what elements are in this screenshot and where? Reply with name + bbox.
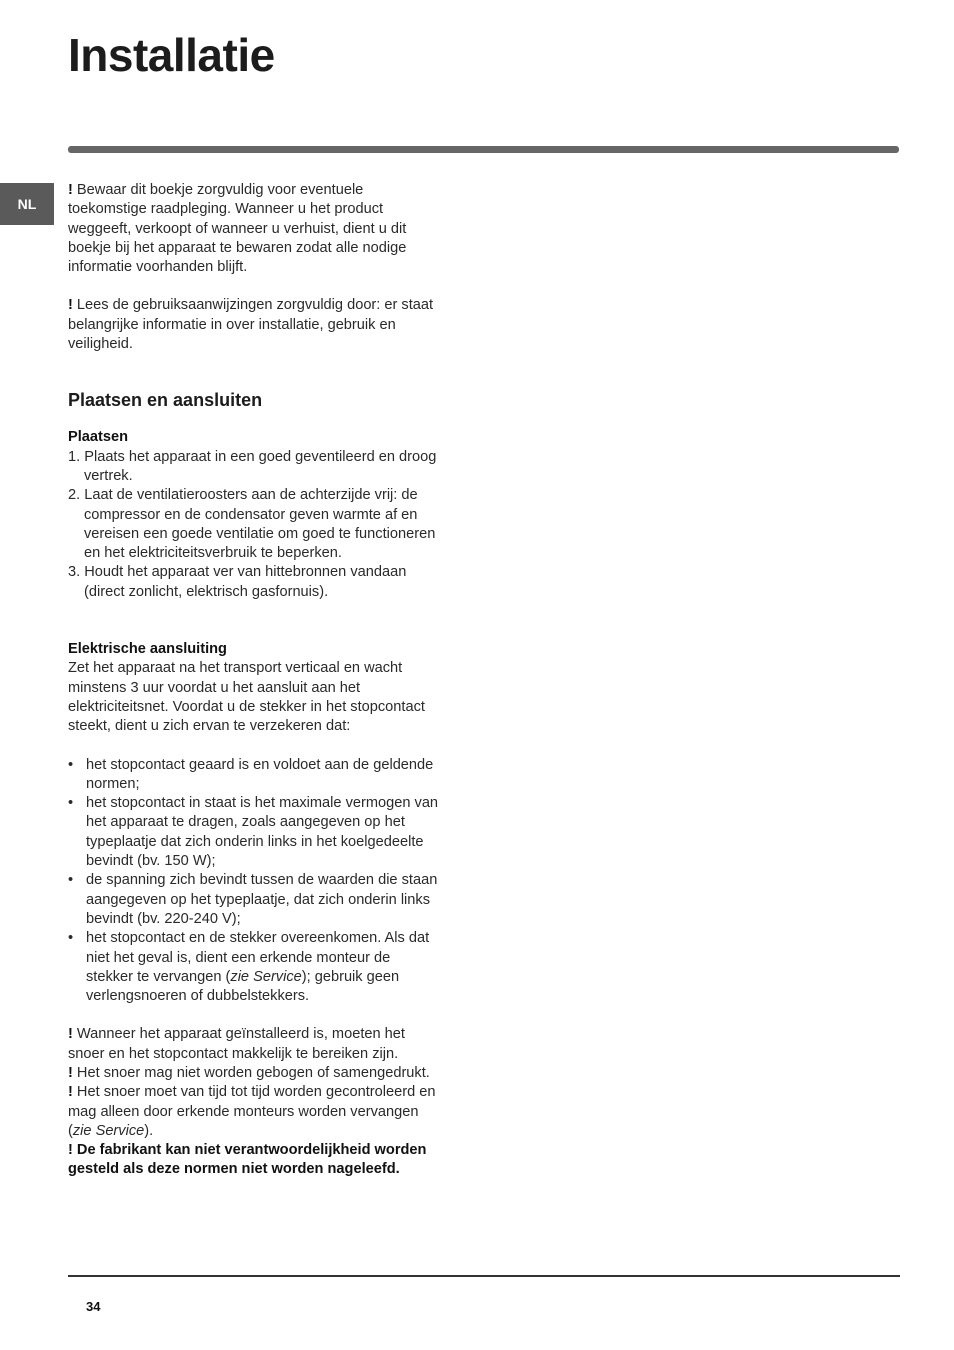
list-item: • het stopcontact geaard is en voldoet aan de geldende normen; xyxy=(68,756,434,792)
list-item: • het stopcontact en de stekker overeenkomen. Als dat niet het geval is, dient een erkende monteur de stekker te vervangen (zie Service); gebruik geen verlengsnoeren of dubbelstekkers. xyxy=(68,930,430,1005)
note-text: Bewaar dit boekje zorgvuldig voor eventuele toekomstige raadpleging. Wanneer u het product weggeeft, verkoopt of wanneer u verhuist, dient u dit boekje bij het apparaat te bewaren zodat alle nodige informatie voorhanden blijft. xyxy=(68,182,407,276)
warning-no-bending: ! Het snoer mag niet worden gebogen of samengedrukt. xyxy=(68,1064,430,1081)
bullet-icon: • xyxy=(68,930,74,947)
page-title: Installatie xyxy=(68,29,275,81)
exclamation-mark: ! xyxy=(68,1064,73,1081)
subheading-electrical: Elektrische aansluiting xyxy=(68,641,227,658)
service-reference: zie Service xyxy=(72,1122,145,1139)
intro-note-keep-booklet xyxy=(68,181,440,277)
bullet-icon: • xyxy=(68,756,74,773)
electrical-checklist xyxy=(68,756,440,1007)
service-reference: zie Service xyxy=(230,968,302,985)
exclamation-mark: ! xyxy=(68,1142,73,1159)
list-item: 1. Plaats het apparaat in een goed geventileerd en droog vertrek. xyxy=(68,448,437,484)
bullet-icon: • xyxy=(68,795,74,812)
electrical-intro: Zet het apparaat na het transport verticaal en wacht minstens 3 uur voordat u het aansluit aan het elektriciteitsnet. Voordat u de stekker in het stopcontact steekt, dient u zich ervan te verzekeren dat: xyxy=(68,660,425,735)
list-item: 2. Laat de ventilatieroosters aan de achterzijde vrij: de compressor en de condensator geven warmte af en vereisen een goede ventilatie om goed te functioneren en het elektriciteitsverbruik te beperken. xyxy=(68,487,436,562)
exclamation-mark: ! xyxy=(68,1026,73,1043)
exclamation-mark: ! xyxy=(68,297,73,314)
warning-manufacturer-liability: ! De fabrikant kan niet verantwoordelijkheid worden gesteld als deze normen niet worden nageleefd. xyxy=(68,1142,427,1178)
warning-accessible-cord: ! Wanneer het apparaat geïnstalleerd is, moeten het snoer en het stopcontact makkelijk te bereiken zijn. xyxy=(68,1026,405,1062)
exclamation-mark: ! xyxy=(68,182,73,198)
section-heading: Plaatsen en aansluiten xyxy=(68,390,263,411)
bullet-icon: • xyxy=(68,872,74,889)
note-text: Lees de gebruiksaanwijzingen zorgvuldig door: er staat belangrijke informatie in over installatie, gebruik en veiligheid. xyxy=(68,297,434,353)
top-divider xyxy=(68,146,899,153)
placing-steps xyxy=(68,448,440,602)
page-number: 34 xyxy=(86,1299,101,1314)
list-item: • het stopcontact in staat is het maximale vermogen van het apparaat te dragen, zoals aangegeven op het typeplaatje dat zich onderin links in het koelgedeelte bevindt (bv. 150 W); xyxy=(68,795,439,870)
main-column xyxy=(68,181,440,1180)
list-item: • de spanning zich bevindt tussen de waarden die staan aangegeven op het typeplaatje, dat zich onderin links bevindt (bv. 220-240 V); xyxy=(68,872,438,927)
list-item: 3. Houdt het apparaat ver van hittebronnen vandaan (direct zonlicht, elektrisch gasfornuis). xyxy=(68,564,407,600)
exclamation-mark: ! xyxy=(68,1084,73,1101)
bottom-divider xyxy=(68,1275,900,1277)
language-tab: NL xyxy=(0,183,54,225)
intro-note-read-instructions xyxy=(68,296,440,354)
warning-cord-check: ! Het snoer moet van tijd tot tijd worden gecontroleerd en mag alleen door erkende monteurs worden vervangen (zie Service). xyxy=(68,1084,436,1139)
subheading-placing: Plaatsen xyxy=(68,429,129,446)
